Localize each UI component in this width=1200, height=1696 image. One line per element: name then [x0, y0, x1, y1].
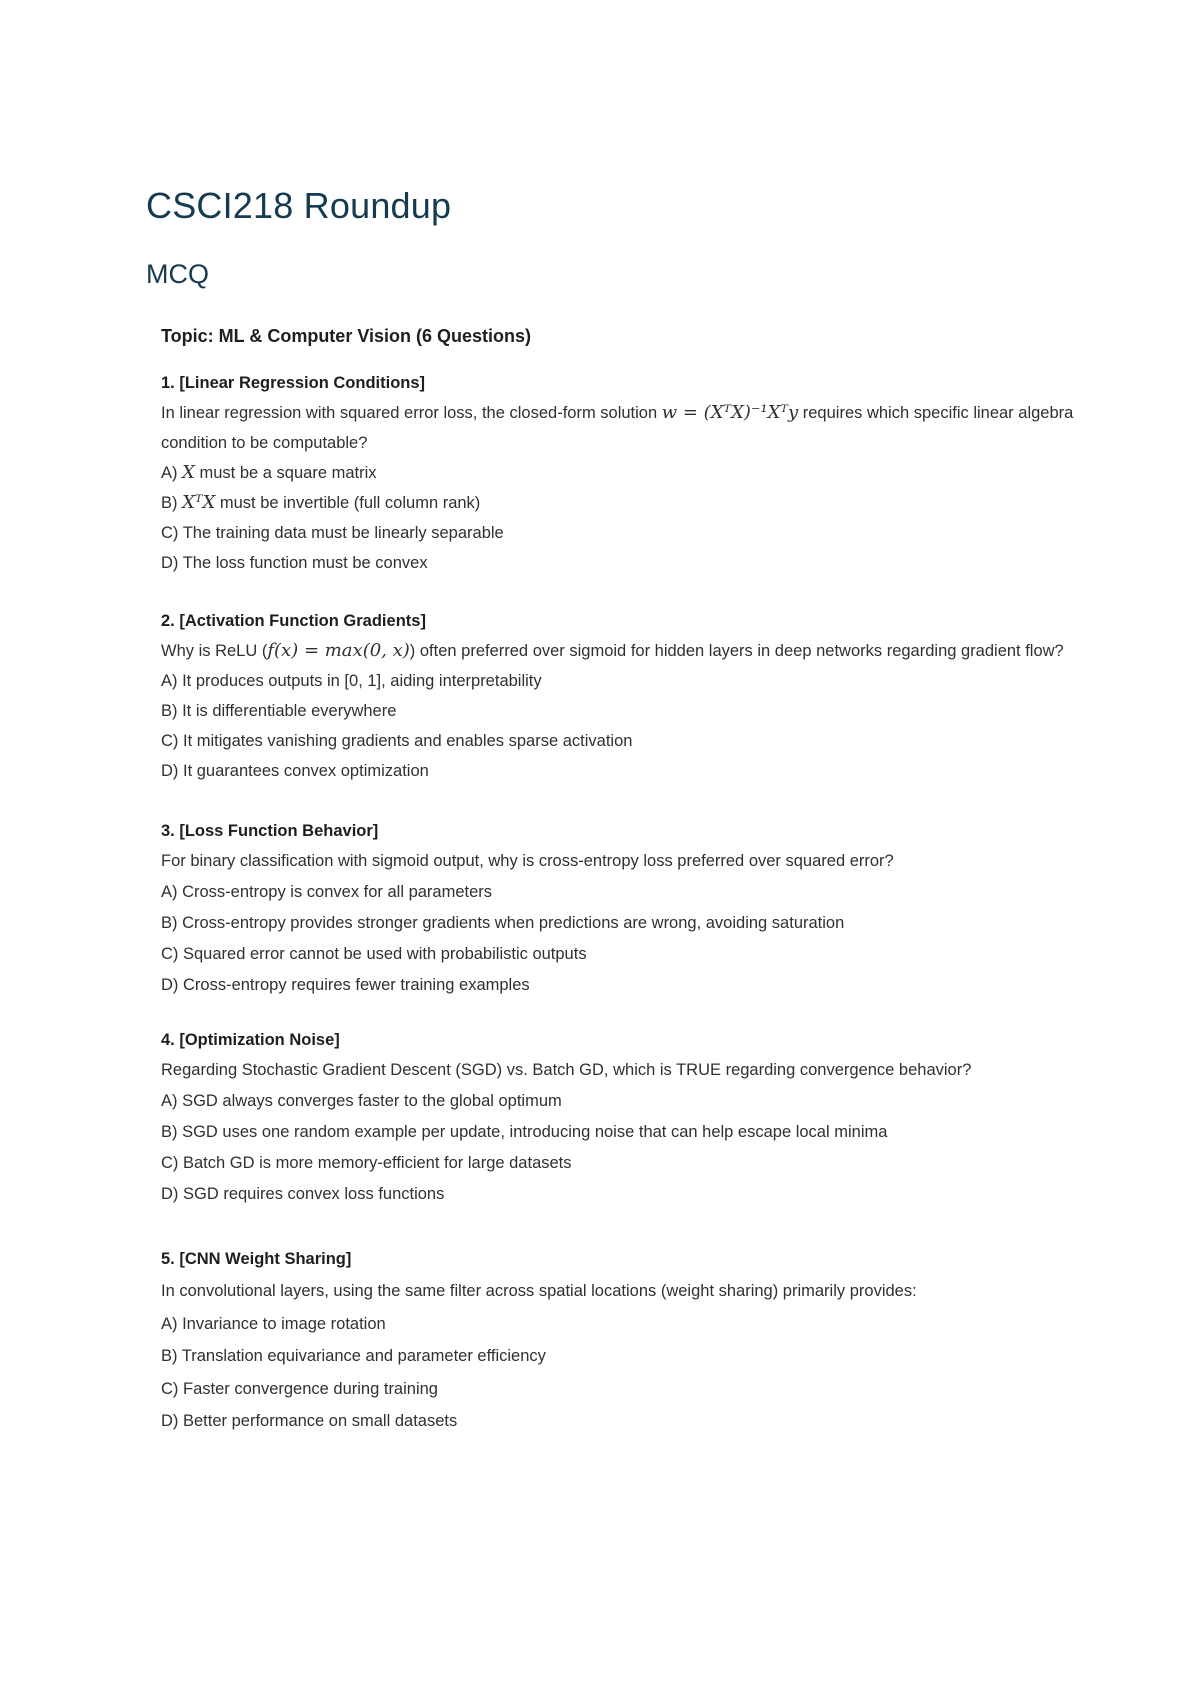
question-text: Regarding Stochastic Gradient Descent (SGD) vs. Batch GD, which is TRUE regarding convergence behavior?	[161, 1061, 972, 1079]
option-c: C) It mitigates vanishing gradients and enables sparse activation	[161, 732, 633, 750]
question-title: 2. [Activation Function Gradients]	[161, 612, 426, 630]
question-2	[161, 606, 1091, 786]
question-text	[161, 636, 1091, 666]
option-prefix: A)	[161, 464, 183, 482]
question-text: In convolutional layers, using the same filter across spatial locations (weight sharing) primarily provides:	[161, 1282, 917, 1300]
question-text: For binary classification with sigmoid output, why is cross-entropy loss preferred over squared error?	[161, 852, 894, 870]
option-b	[161, 488, 1091, 518]
question-text-after: ) often preferred over sigmoid for hidden layers in deep networks regarding gradient flow?	[409, 642, 1064, 660]
question-title: 5. [CNN Weight Sharing]	[161, 1250, 352, 1268]
question-title: 4. [Optimization Noise]	[161, 1031, 340, 1049]
option-formula: XᵀX	[182, 492, 216, 513]
option-c: C) Squared error cannot be used with probabilistic outputs	[161, 945, 587, 963]
topic-heading: Topic: ML & Computer Vision (6 Questions)	[161, 326, 532, 346]
option-d: D) The loss function must be convex	[161, 554, 428, 572]
formula: w = (XᵀX)⁻¹Xᵀy	[661, 402, 799, 423]
option-a: A) It produces outputs in [0, 1], aiding interpretability	[161, 672, 542, 690]
option-b: B) Translation equivariance and parameter efficiency	[161, 1347, 546, 1365]
document-subtitle: MCQ	[146, 259, 209, 289]
option-b: B) Cross-entropy provides stronger gradients when predictions are wrong, avoiding saturation	[161, 914, 845, 932]
question-text-before: In linear regression with squared error loss, the closed-form solution	[161, 404, 662, 422]
option-c: C) Faster convergence during training	[161, 1379, 438, 1398]
question-text-after: requires which specific linear algebra condition to be computable?	[161, 404, 1074, 452]
option-c: C) The training data must be linearly separable	[161, 524, 504, 542]
option-a: A) SGD always converges faster to the global optimum	[161, 1092, 562, 1110]
option-d: D) SGD requires convex loss functions	[161, 1185, 445, 1203]
option-a: A) Invariance to image rotation	[161, 1314, 386, 1333]
question-1	[161, 368, 1091, 578]
option-text: must be invertible (full column rank)	[215, 494, 481, 512]
question-text-before: Why is ReLU (	[161, 642, 268, 660]
formula: f(x) = max(0, x)	[267, 640, 410, 661]
option-b: B) SGD uses one random example per update, introducing noise that can help escape local minima	[161, 1123, 888, 1141]
document-content	[161, 320, 1091, 1438]
option-a: A) Cross-entropy is convex for all parameters	[161, 883, 493, 901]
option-text: must be a square matrix	[194, 464, 377, 482]
option-d: D) Better performance on small datasets	[161, 1412, 458, 1430]
option-d: D) It guarantees convex optimization	[161, 762, 429, 780]
option-b: B) It is differentiable everywhere	[161, 702, 397, 720]
question-title: 1. [Linear Regression Conditions]	[161, 374, 426, 392]
option-prefix: B)	[161, 494, 183, 512]
question-4	[161, 1025, 1091, 1210]
document-title: CSCI218 Roundup	[146, 185, 452, 226]
option-a	[161, 458, 1091, 488]
question-title: 3. [Loss Function Behavior]	[161, 822, 379, 840]
question-5	[161, 1244, 1091, 1438]
question-3	[161, 816, 1091, 1001]
question-text	[161, 398, 1091, 458]
option-d: D) Cross-entropy requires fewer training examples	[161, 976, 530, 994]
option-formula: X	[182, 462, 195, 483]
option-c: C) Batch GD is more memory-efficient for large datasets	[161, 1154, 572, 1172]
